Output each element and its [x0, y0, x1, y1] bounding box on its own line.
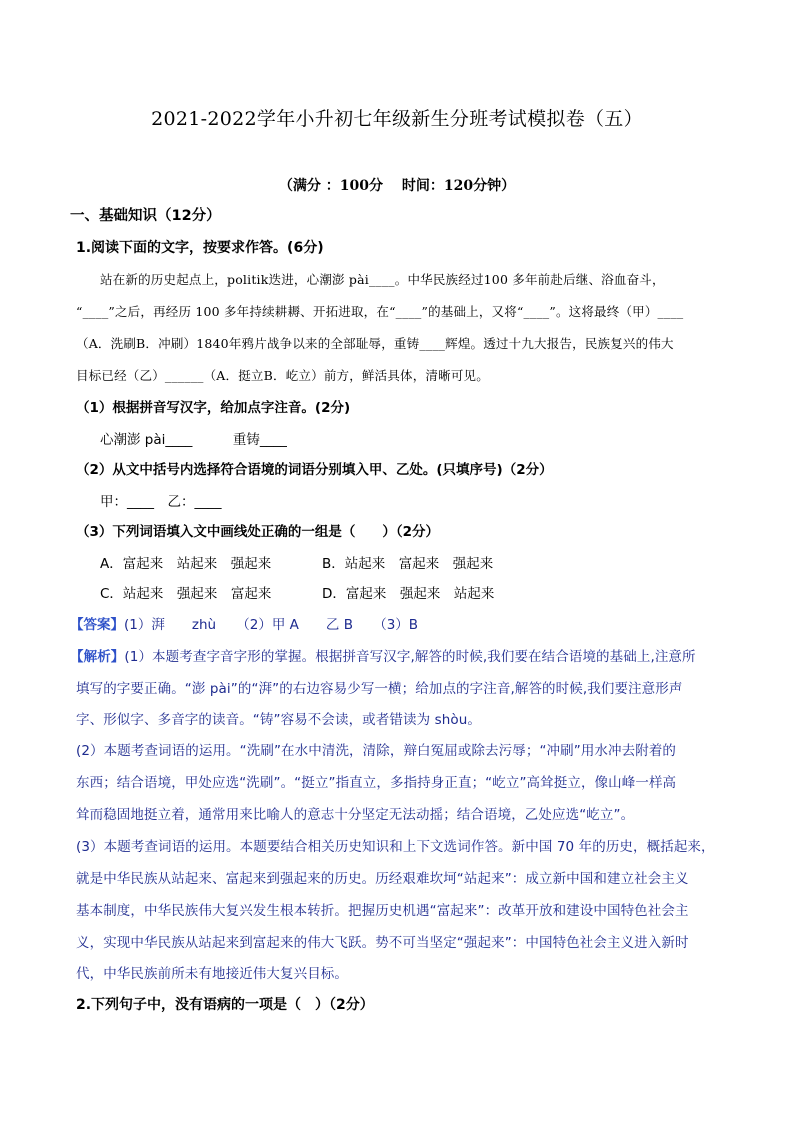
analysis-line: 字、形似字、多音字的读音。“铸”容易不会读，或者错读为 shòu。 — [76, 712, 481, 728]
passage-line: “____”之后，再经历 100 多年持续耕耨、开拓进取，在“____”的基础上，又将“____”。这将最终（甲）____ — [76, 304, 684, 319]
analysis-line: 填写的字要正确。“澎 pài”的“湃”的右边容易少写一横；给加点的字注音,解答的时候,我们要注意形声 — [76, 681, 683, 697]
option-d: D．富起来 强起来 站起来 — [322, 586, 495, 602]
analysis-line: (2）本题考查词语的运用。“洗刷”在水中清洗，清除，辩白冤屈或除去污辱；“冲刷”用水冲去附着的 — [76, 743, 677, 759]
sub-question-1: （1）根据拼音写汉字，给加点字注音。(2分) — [76, 400, 351, 416]
analysis-line: 【解析】(1）本题考查字音字形的掌握。根据拼音写汉字,解答的时候,我们要在结合语境的基础上,注意所 — [70, 649, 696, 665]
analysis-tag: 【解析】 — [70, 649, 125, 665]
section-heading: 一、基础知识（12分） — [70, 208, 221, 224]
sub-question-3: （3）下列词语填入文中画线处正确的一组是（ ）（2分） — [76, 524, 440, 540]
page-title: 2021-2022学年小升初七年级新生分班考试模拟卷（五） — [151, 108, 643, 130]
analysis-line: (3）本题考查词语的运用。本题要结合相关历史知识和上下文选词作答。新中国 70 年的历史，概括起来， — [76, 839, 715, 855]
passage-line: 目标已经（乙）______（A．挺立B．屹立）前方，鲜活具体，清晰可见。 — [76, 368, 489, 383]
answer-tag: 【答案】 — [70, 617, 124, 633]
answer-text: (1）湃 zhù （2）甲 A 乙 B （3）B — [124, 617, 419, 633]
option-b: B．站起来 富起来 强起来 — [322, 556, 494, 572]
sub-question-2: （2）从文中括号内选择符合语境的词语分别填入甲、乙处。(只填序号)（2分） — [76, 462, 553, 478]
passage-line: 站在新的历史起点上，politik迭进，心潮澎 pài____。中华民族经过100 多年前赴后继、浴血奋斗， — [100, 272, 665, 287]
analysis-line: 基本制度，中华民族伟大复兴发生根本转折。把握历史机遇“富起来”：改革开放和建设中国特色社会主 — [76, 903, 689, 919]
sub-question-1-answer-line: 心潮澎 pài____ 重铸____ — [100, 432, 287, 448]
option-c: C．站起来 强起来 富起来 — [100, 586, 272, 602]
passage-line: （A．洗刷B．冲刷）1840年鸦片战争以来的全部耻辱，重铸____辉煌。透过十九大报告，民族复兴的伟大 — [76, 336, 674, 351]
analysis-line: 就是中华民族从站起来、富起来到强起来的历史。历经艰难坎坷“站起来”：成立新中国和建立社会主义 — [76, 871, 689, 887]
analysis-line: 代，中华民族前所未有地接近伟大复兴目标。 — [76, 966, 348, 982]
answer-line — [70, 613, 418, 633]
analysis-line: 耸而稳固地挺立着，通常用来比喻人的意志十分坚定无法动摇；结合语境，乙处应选“屹立”。 — [76, 807, 635, 823]
score-time-line: （满分 ：100分 时间：120分钟） — [278, 178, 516, 194]
analysis-line: 义，实现中华民族从站起来到富起来的伟大飞跃。势不可当坚定“强起来”：中国特色社会主义进入新时 — [76, 935, 689, 951]
question-1-prompt: 1.阅读下面的文字，按要求作答。(6分) — [76, 240, 324, 256]
option-a: A．富起来 站起来 强起来 — [100, 556, 272, 572]
analysis-line: 东西；结合语境，甲处应选“洗刷”。“挺立”指直立，多指持身正直；“屹立”高耸挺立，像山峰一样高 — [76, 775, 677, 791]
question-2-prompt: 2.下列句子中，没有语病的一项是（ ）（2分） — [76, 997, 374, 1013]
sub-question-2-answer-line: 甲：____ 乙：____ — [100, 494, 222, 510]
